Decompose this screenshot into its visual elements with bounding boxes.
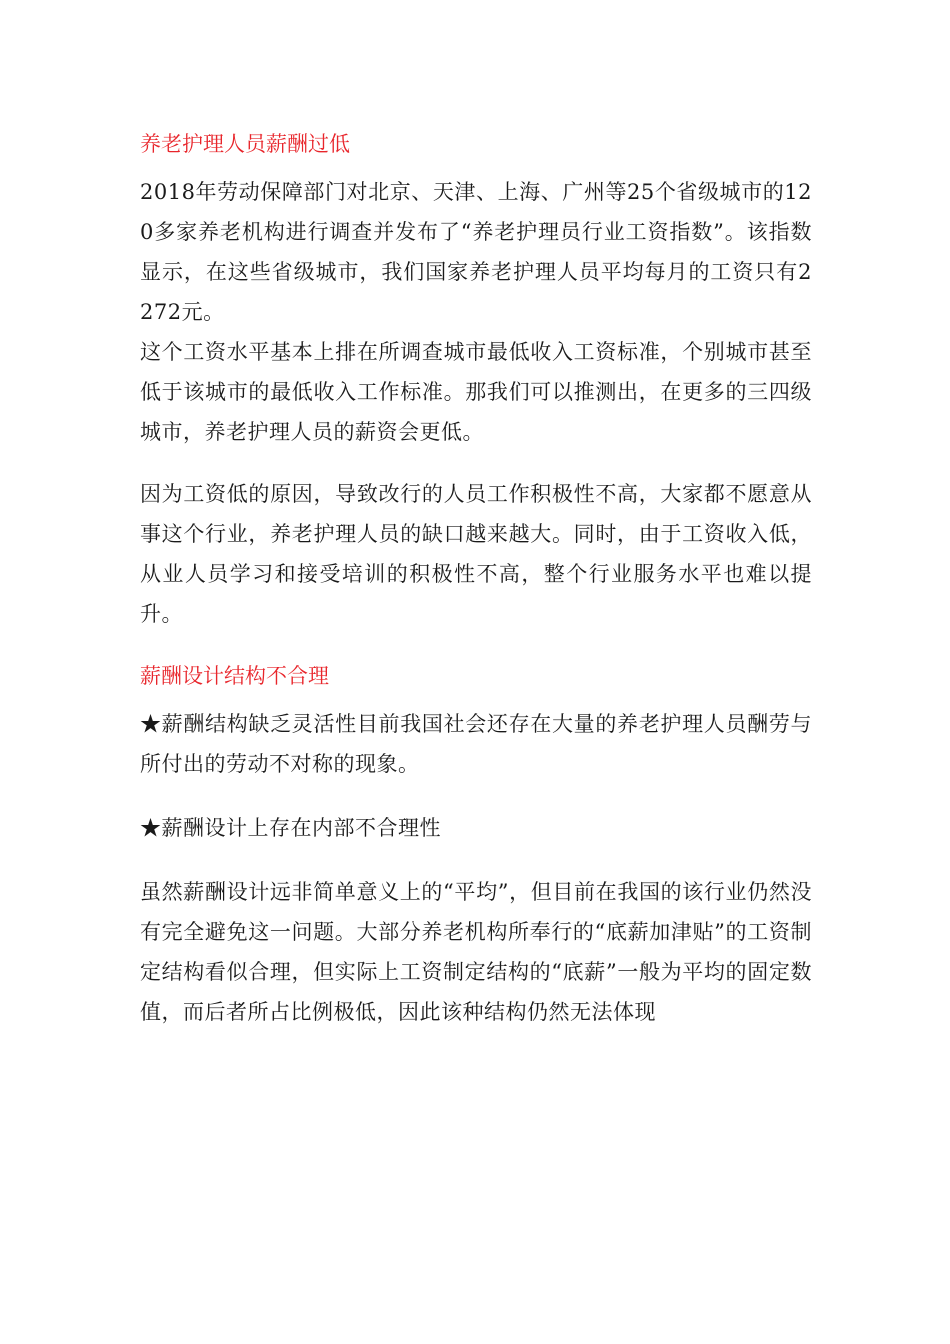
section-heading-low-salary: 养老护理人员薪酬过低 [140, 132, 350, 156]
section-heading-salary-structure: 薪酬设计结构不合理 [140, 664, 329, 688]
paragraph-internal-unreasonable: ★薪酬设计上存在内部不合理性 [140, 816, 441, 840]
paragraph-salary-survey: 2018年劳动保障部门对北京、天津、上海、广州等25个省级城市的120多家养老机构进行调查并发布了“养老护理员行业工资指数”。该指数显示，在这些省级城市，我们国家养老护理人员平均每月的工资只有2272元。 [140, 180, 812, 324]
paragraph-base-salary-structure: 虽然薪酬设计远非简单意义上的“平均”，但目前在我国的该行业仍然没有完全避免这一问题。大部分养老机构所奉行的“底薪加津贴”的工资制定结构看似合理，但实际上工资制定结构的“底薪”一般为平均的固定数值，而后者所占比例极低，因此该种结构仍然无法体现 [140, 880, 812, 1024]
document-page [140, 124, 812, 1032]
paragraph-structure-flexibility: ★薪酬结构缺乏灵活性目前我国社会还存在大量的养老护理人员酬劳与所付出的劳动不对称的现象。 [140, 712, 812, 776]
paragraph-salary-level: 这个工资水平基本上排在所调查城市最低收入工资标准，个别城市甚至低于该城市的最低收入工作标准。那我们可以推测出，在更多的三四级城市，养老护理人员的薪资会更低。 [140, 340, 812, 444]
paragraph-low-salary-effects: 因为工资低的原因，导致改行的人员工作积极性不高，大家都不愿意从事这个行业，养老护理人员的缺口越来越大。同时，由于工资收入低，从业人员学习和接受培训的积极性不高，整个行业服务水平也难以提升。 [140, 482, 812, 626]
